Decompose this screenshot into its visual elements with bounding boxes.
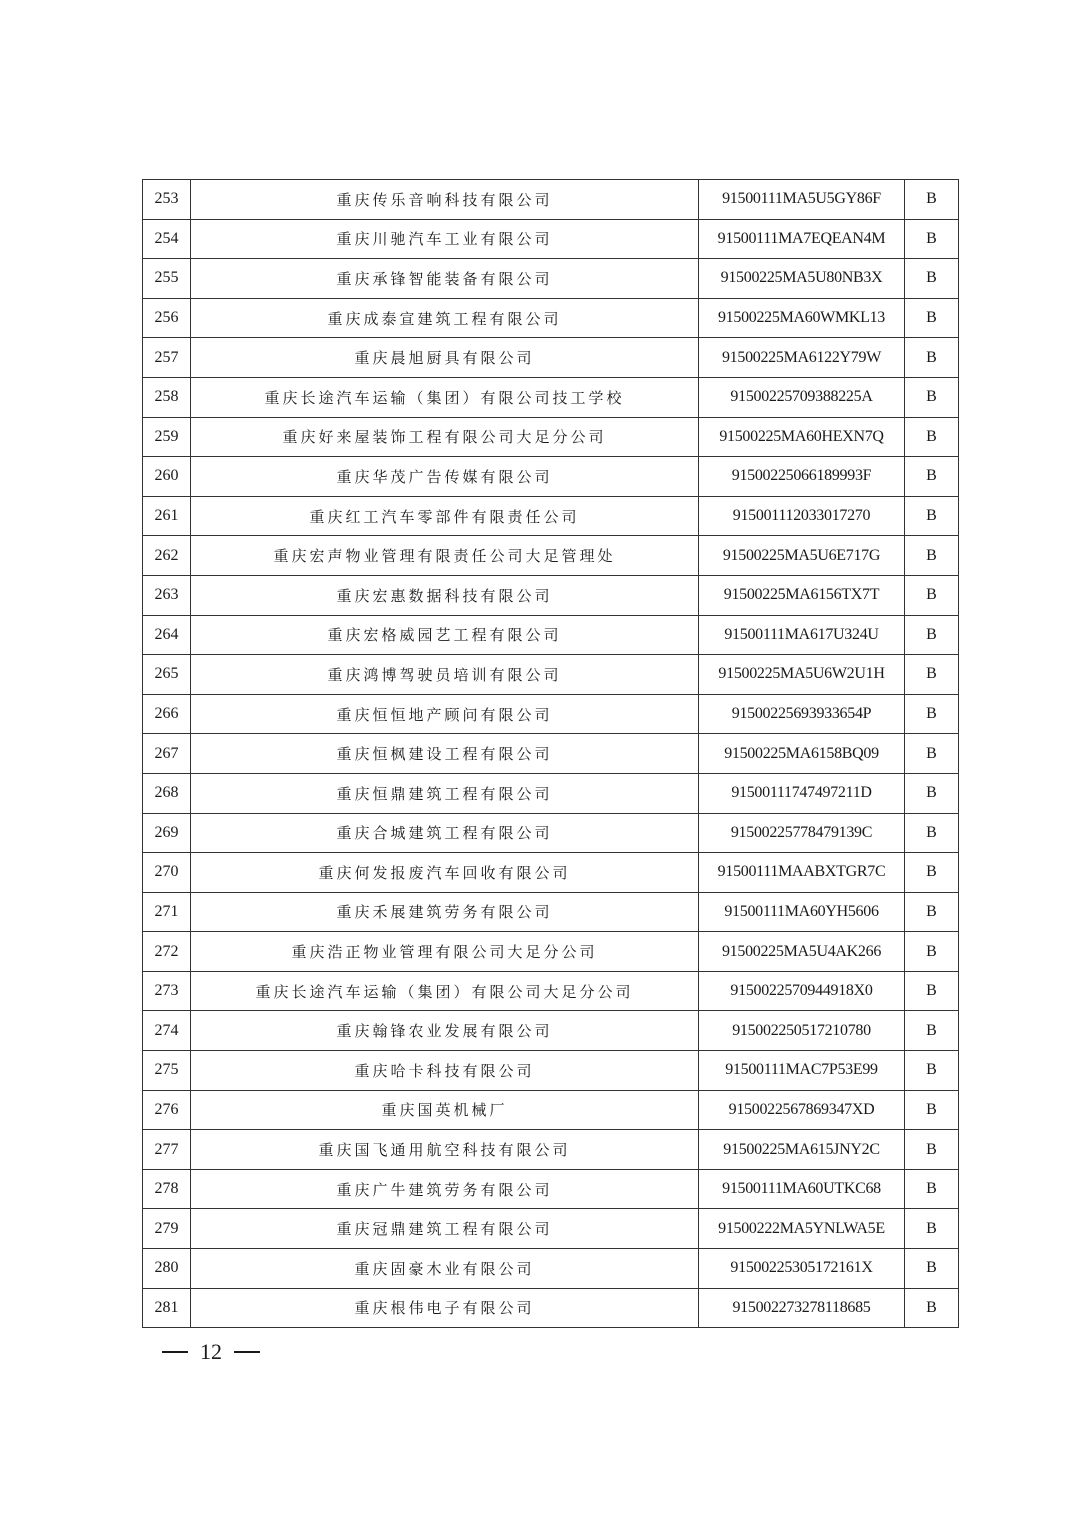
credit-code-cell: 9150022570944918X0 bbox=[699, 971, 905, 1011]
table-row bbox=[143, 1051, 959, 1091]
row-number-cell: 270 bbox=[143, 853, 191, 893]
company-name-cell: 重庆晨旭厨具有限公司 bbox=[191, 338, 699, 378]
credit-code-cell: 91500111MA7EQEAN4M bbox=[699, 219, 905, 259]
credit-code-cell: 91500111747497211D bbox=[699, 773, 905, 813]
credit-grade-cell: B bbox=[905, 971, 959, 1011]
row-number-cell: 279 bbox=[143, 1209, 191, 1249]
credit-code-cell: 91500111MA617U324U bbox=[699, 615, 905, 655]
row-number-cell: 272 bbox=[143, 932, 191, 972]
company-name-cell: 重庆浩正物业管理有限公司大足分公司 bbox=[191, 932, 699, 972]
table-row bbox=[143, 259, 959, 299]
table-row bbox=[143, 219, 959, 259]
credit-code-cell: 91500225MA6158BQ09 bbox=[699, 734, 905, 774]
table-row bbox=[143, 496, 959, 536]
credit-grade-cell: B bbox=[905, 298, 959, 338]
row-number-cell: 253 bbox=[143, 180, 191, 220]
company-name-cell: 重庆华茂广告传媒有限公司 bbox=[191, 457, 699, 497]
credit-code-cell: 91500225MA5U4AK266 bbox=[699, 932, 905, 972]
credit-code-cell: 91500225MA6122Y79W bbox=[699, 338, 905, 378]
credit-grade-cell: B bbox=[905, 1051, 959, 1091]
page-number: 12 bbox=[200, 1339, 222, 1364]
credit-grade-cell: B bbox=[905, 1011, 959, 1051]
credit-grade-cell: B bbox=[905, 694, 959, 734]
company-name-cell: 重庆禾展建筑劳务有限公司 bbox=[191, 892, 699, 932]
company-name-cell: 重庆何发报废汽车回收有限公司 bbox=[191, 853, 699, 893]
table-row bbox=[143, 536, 959, 576]
company-name-cell: 重庆好来屋装饰工程有限公司大足分公司 bbox=[191, 417, 699, 457]
credit-code-cell: 915002250517210780 bbox=[699, 1011, 905, 1051]
table-row bbox=[143, 377, 959, 417]
company-name-cell: 重庆红工汽车零部件有限责任公司 bbox=[191, 496, 699, 536]
company-name-cell: 重庆宏声物业管理有限责任公司大足管理处 bbox=[191, 536, 699, 576]
row-number-cell: 256 bbox=[143, 298, 191, 338]
credit-code-cell: 91500225MA60HEXN7Q bbox=[699, 417, 905, 457]
table-row bbox=[143, 298, 959, 338]
credit-grade-cell: B bbox=[905, 496, 959, 536]
table-body bbox=[143, 180, 959, 1328]
company-name-cell: 重庆长途汽车运输（集团）有限公司技工学校 bbox=[191, 377, 699, 417]
credit-code-cell: 91500225693933654P bbox=[699, 694, 905, 734]
table-row bbox=[143, 1090, 959, 1130]
company-name-cell: 重庆哈卡科技有限公司 bbox=[191, 1051, 699, 1091]
table-row bbox=[143, 575, 959, 615]
credit-grade-cell: B bbox=[905, 932, 959, 972]
table-row bbox=[143, 892, 959, 932]
credit-grade-cell: B bbox=[905, 180, 959, 220]
company-name-cell: 重庆宏格威园艺工程有限公司 bbox=[191, 615, 699, 655]
row-number-cell: 258 bbox=[143, 377, 191, 417]
credit-code-cell: 91500225MA6156TX7T bbox=[699, 575, 905, 615]
company-name-cell: 重庆宏惠数据科技有限公司 bbox=[191, 575, 699, 615]
company-name-cell: 重庆长途汽车运输（集团）有限公司大足分公司 bbox=[191, 971, 699, 1011]
row-number-cell: 266 bbox=[143, 694, 191, 734]
row-number-cell: 264 bbox=[143, 615, 191, 655]
row-number-cell: 273 bbox=[143, 971, 191, 1011]
row-number-cell: 277 bbox=[143, 1130, 191, 1170]
credit-grade-cell: B bbox=[905, 1169, 959, 1209]
credit-grade-cell: B bbox=[905, 655, 959, 695]
table-row bbox=[143, 1249, 959, 1289]
credit-grade-cell: B bbox=[905, 575, 959, 615]
credit-grade-cell: B bbox=[905, 1090, 959, 1130]
table-row bbox=[143, 932, 959, 972]
credit-grade-cell: B bbox=[905, 1130, 959, 1170]
credit-grade-cell: B bbox=[905, 813, 959, 853]
company-name-cell: 重庆传乐音响科技有限公司 bbox=[191, 180, 699, 220]
credit-grade-cell: B bbox=[905, 892, 959, 932]
credit-grade-cell: B bbox=[905, 536, 959, 576]
row-number-cell: 275 bbox=[143, 1051, 191, 1091]
table-row bbox=[143, 1011, 959, 1051]
footer-dash-left bbox=[162, 1351, 188, 1353]
footer-dash-right bbox=[234, 1351, 260, 1353]
row-number-cell: 268 bbox=[143, 773, 191, 813]
credit-code-cell: 91500111MA5U5GY86F bbox=[699, 180, 905, 220]
credit-code-cell: 91500111MA60YH5606 bbox=[699, 892, 905, 932]
table-row bbox=[143, 773, 959, 813]
credit-grade-cell: B bbox=[905, 377, 959, 417]
row-number-cell: 257 bbox=[143, 338, 191, 378]
credit-code-cell: 91500222MA5YNLWA5E bbox=[699, 1209, 905, 1249]
credit-grade-cell: B bbox=[905, 259, 959, 299]
table-row bbox=[143, 734, 959, 774]
company-name-cell: 重庆成泰宣建筑工程有限公司 bbox=[191, 298, 699, 338]
row-number-cell: 269 bbox=[143, 813, 191, 853]
company-name-cell: 重庆承锋智能装备有限公司 bbox=[191, 259, 699, 299]
credit-code-cell: 91500225MA5U80NB3X bbox=[699, 259, 905, 299]
credit-code-cell: 915001112033017270 bbox=[699, 496, 905, 536]
table-row bbox=[143, 1209, 959, 1249]
company-name-cell: 重庆广牛建筑劳务有限公司 bbox=[191, 1169, 699, 1209]
company-name-cell: 重庆鸿博驾驶员培训有限公司 bbox=[191, 655, 699, 695]
table-row bbox=[143, 457, 959, 497]
row-number-cell: 278 bbox=[143, 1169, 191, 1209]
company-name-cell: 重庆固豪木业有限公司 bbox=[191, 1249, 699, 1289]
credit-code-cell: 91500225MA5U6E717G bbox=[699, 536, 905, 576]
credit-grade-cell: B bbox=[905, 219, 959, 259]
company-name-cell: 重庆合城建筑工程有限公司 bbox=[191, 813, 699, 853]
company-name-cell: 重庆国飞通用航空科技有限公司 bbox=[191, 1130, 699, 1170]
company-name-cell: 重庆国英机械厂 bbox=[191, 1090, 699, 1130]
row-number-cell: 259 bbox=[143, 417, 191, 457]
credit-code-cell: 91500225778479139C bbox=[699, 813, 905, 853]
page-footer bbox=[162, 1336, 260, 1368]
row-number-cell: 255 bbox=[143, 259, 191, 299]
table-row bbox=[143, 1130, 959, 1170]
credit-code-cell: 915002273278118685 bbox=[699, 1288, 905, 1328]
row-number-cell: 271 bbox=[143, 892, 191, 932]
credit-grade-cell: B bbox=[905, 734, 959, 774]
row-number-cell: 260 bbox=[143, 457, 191, 497]
table-row bbox=[143, 1169, 959, 1209]
table-row bbox=[143, 338, 959, 378]
credit-grade-cell: B bbox=[905, 457, 959, 497]
row-number-cell: 265 bbox=[143, 655, 191, 695]
credit-rating-table bbox=[142, 179, 959, 1328]
credit-code-cell: 91500225MA60WMKL13 bbox=[699, 298, 905, 338]
credit-code-cell: 91500111MAC7P53E99 bbox=[699, 1051, 905, 1091]
table-row bbox=[143, 971, 959, 1011]
row-number-cell: 276 bbox=[143, 1090, 191, 1130]
table-row bbox=[143, 694, 959, 734]
row-number-cell: 281 bbox=[143, 1288, 191, 1328]
row-number-cell: 263 bbox=[143, 575, 191, 615]
company-name-cell: 重庆川驰汽车工业有限公司 bbox=[191, 219, 699, 259]
credit-code-cell: 91500225066189993F bbox=[699, 457, 905, 497]
credit-grade-cell: B bbox=[905, 338, 959, 378]
table-row bbox=[143, 417, 959, 457]
row-number-cell: 261 bbox=[143, 496, 191, 536]
credit-code-cell: 9150022567869347XD bbox=[699, 1090, 905, 1130]
table-row bbox=[143, 615, 959, 655]
row-number-cell: 274 bbox=[143, 1011, 191, 1051]
table-row bbox=[143, 655, 959, 695]
table-row bbox=[143, 180, 959, 220]
credit-grade-cell: B bbox=[905, 1288, 959, 1328]
company-name-cell: 重庆恒枫建设工程有限公司 bbox=[191, 734, 699, 774]
credit-grade-cell: B bbox=[905, 853, 959, 893]
table-row bbox=[143, 853, 959, 893]
row-number-cell: 254 bbox=[143, 219, 191, 259]
credit-code-cell: 91500111MAABXTGR7C bbox=[699, 853, 905, 893]
credit-code-cell: 91500225709388225A bbox=[699, 377, 905, 417]
row-number-cell: 262 bbox=[143, 536, 191, 576]
credit-code-cell: 91500225MA615JNY2C bbox=[699, 1130, 905, 1170]
credit-grade-cell: B bbox=[905, 773, 959, 813]
company-name-cell: 重庆恒鼎建筑工程有限公司 bbox=[191, 773, 699, 813]
credit-grade-cell: B bbox=[905, 417, 959, 457]
company-name-cell: 重庆冠鼎建筑工程有限公司 bbox=[191, 1209, 699, 1249]
company-name-cell: 重庆根伟电子有限公司 bbox=[191, 1288, 699, 1328]
credit-code-cell: 91500225305172161X bbox=[699, 1249, 905, 1289]
row-number-cell: 280 bbox=[143, 1249, 191, 1289]
credit-code-cell: 91500111MA60UTKC68 bbox=[699, 1169, 905, 1209]
company-name-cell: 重庆翰锋农业发展有限公司 bbox=[191, 1011, 699, 1051]
table-row bbox=[143, 813, 959, 853]
row-number-cell: 267 bbox=[143, 734, 191, 774]
credit-grade-cell: B bbox=[905, 1209, 959, 1249]
credit-grade-cell: B bbox=[905, 615, 959, 655]
credit-grade-cell: B bbox=[905, 1249, 959, 1289]
credit-code-cell: 91500225MA5U6W2U1H bbox=[699, 655, 905, 695]
company-name-cell: 重庆恒恒地产顾问有限公司 bbox=[191, 694, 699, 734]
table-row bbox=[143, 1288, 959, 1328]
